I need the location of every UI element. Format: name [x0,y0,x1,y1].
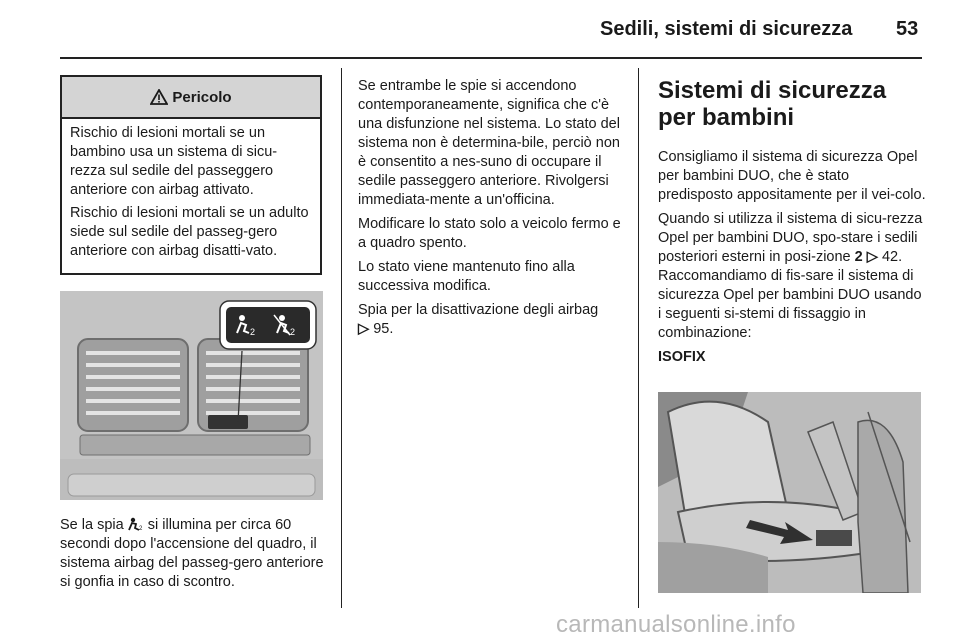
warning-label: Pericolo [172,88,232,106]
caption-text-start: Se la spia [60,517,124,533]
airbag-lamp-figure [60,291,323,500]
page-number: 53 [896,18,919,40]
p2-text-start: Quando si utilizza il sistema di sicu-rezza Opel per bambini DUO, spo-stare i sedili posteriori esterni in posi-zione [658,211,923,265]
col2-paragraph-1: Se entrambe le spie si accendono contemporaneamente, significa che c'è una disfunzione nel sistema. Lo stato del sistema non è determina-bile, perciò non è consentito a nes-suno di occupare il sedile passeggero anteriore. Rivolgersi immediata-mente a un'officina. [358,78,620,208]
column-2-text [358,77,630,344]
watermark: carmanualsonline.info [556,611,796,638]
isofix-subheading: ISOFIX [658,349,706,365]
caption-text-end: si illumina per circa 60 secondi dopo l'accensione del quadro, il sistema airbag del passeg-gero anteriore si gonfia in caso di scontro. [60,517,324,590]
col2-paragraph-3: Lo stato viene mantenuto fino alla successiva modifica. [358,259,575,294]
column-divider-1 [341,68,342,608]
lamp-label-1: 2 [250,327,256,337]
page-ref-triangle-icon: ▷ [866,249,878,265]
section-heading: Sistemi di sicurezza per bambini [658,77,887,131]
col3-paragraph-1: Consigliamo il sistema di sicurezza Opel per bambini DUO, che è stato predisposto appositamente per il vei-colo. [658,149,926,203]
warning-paragraph-1: Rischio di lesioni mortali se un bambino usa un sistema di sicu-rezza sul sedile del passeggero anteriore con airbag attivato. [70,125,278,198]
lamp-caption [60,516,330,592]
column-divider-2 [638,68,639,608]
reference-page[interactable]: 95. [373,321,394,337]
position-number: 2 [854,249,863,265]
warning-triangle-icon [150,89,168,105]
danger-warning-box [60,75,322,275]
p2-text-end: . Raccomandiamo di fis-sare il sistema di sicurezza Opel per bambini DUO usando i seguenti si-stemi di fissaggio in combinazione: [658,249,922,341]
warning-header [62,77,320,119]
page-ref-triangle-icon: ▷ [358,321,370,337]
p2-page-ref[interactable]: 42 [881,249,899,265]
col2-reference [358,301,630,339]
column-3-text [658,148,926,372]
col2-paragraph-2: Modificare lo stato solo a veicolo fermo e a quadro spento. [358,216,621,251]
svg-text:2: 2 [138,526,143,531]
lamp-label-2: 2 [290,327,296,337]
header-rule [60,57,922,59]
airbag-on-lamp-icon [128,517,144,531]
col3-paragraph-2 [658,210,926,343]
warning-paragraph-2: Rischio di lesioni mortali se un adulto siede sul sedile del passeg-gero anteriore con airbag disatti-vato. [70,205,309,259]
running-header-title: Sedili, sistemi di sicurezza [600,18,853,40]
isofix-figure [658,392,921,593]
reference-text: Spia per la disattivazione degli airbag [358,302,599,318]
